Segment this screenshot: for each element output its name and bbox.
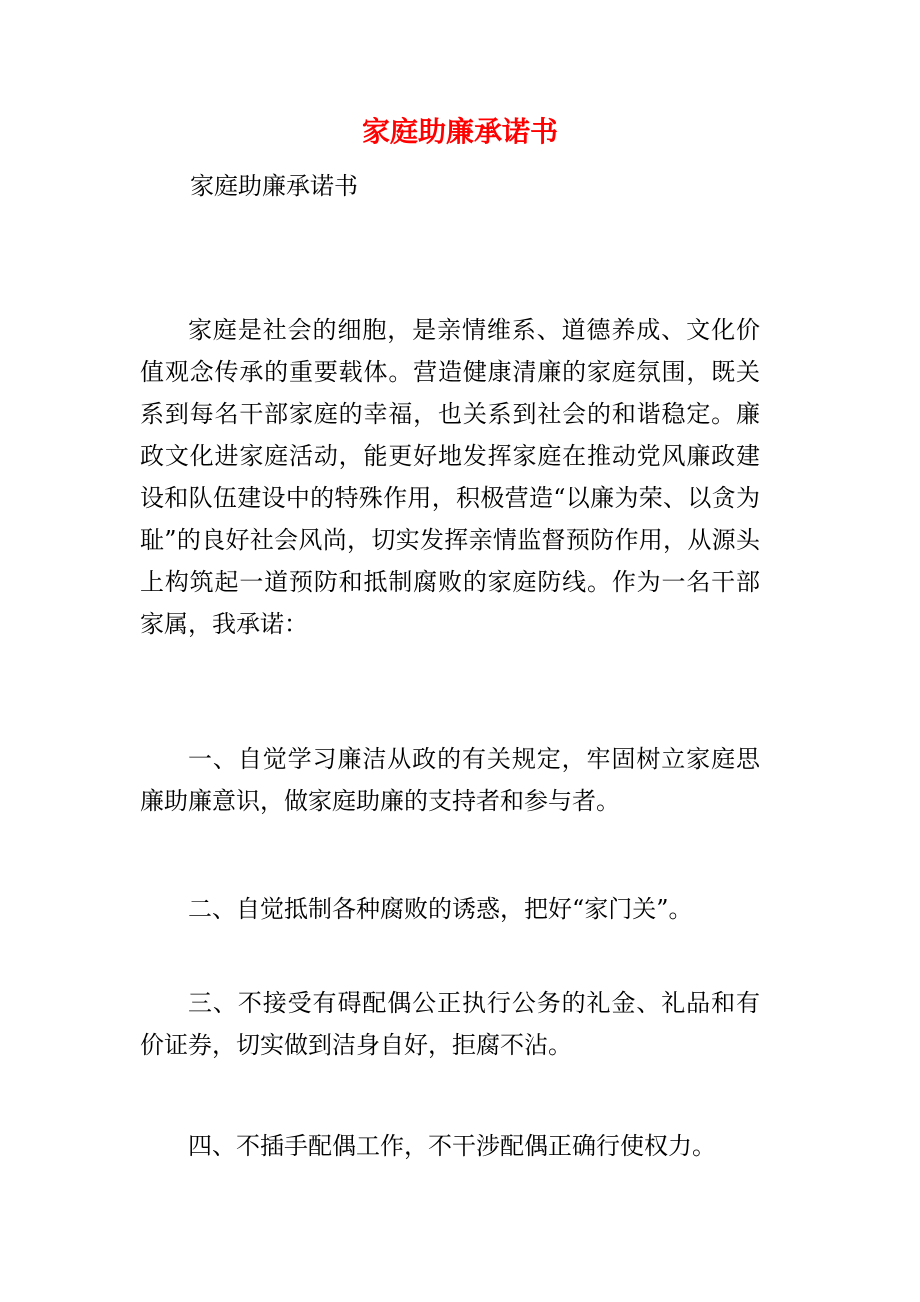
paragraph-pledge-2: 二、自觉抵制各种腐败的诱惑，把好“家门关”。	[188, 895, 693, 923]
paragraph-pledge-1: 一、自觉学习廉洁从政的有关规定，牢固树立家庭思廉助廉意识，做家庭助廉的支持者和参与者。	[140, 745, 760, 815]
paragraph-intro: 家庭是社会的细胞，是亲情维系、道德养成、文化价值观念传承的重要载体。营造健康清廉的家庭氛围，既关系到每名干部家庭的幸福，也关系到社会的和谐稳定。廉政文化进家庭活动，能更好地发挥家庭在推动党风廉政建设和队伍建设中的特殊作用，积极营造“以廉为荣、以贪为耻”的良好社会风尚，切实发挥亲情监督预防作用，从源头上构筑起一道预防和抵制腐败的家庭防线。作为一名干部家属，我承诺：	[140, 316, 760, 638]
paragraph-pledge-4: 四、不插手配偶工作，不干涉配偶正确行使权力。	[188, 1132, 716, 1160]
document-title: 家庭助廉承诺书	[361, 115, 558, 148]
document-subtitle: 家庭助廉承诺书	[190, 172, 358, 200]
paragraph-pledge-3: 三、不接受有碍配偶公正执行公务的礼金、礼品和有价证券，切实做到洁身自好，拒腐不沾。	[140, 989, 760, 1059]
